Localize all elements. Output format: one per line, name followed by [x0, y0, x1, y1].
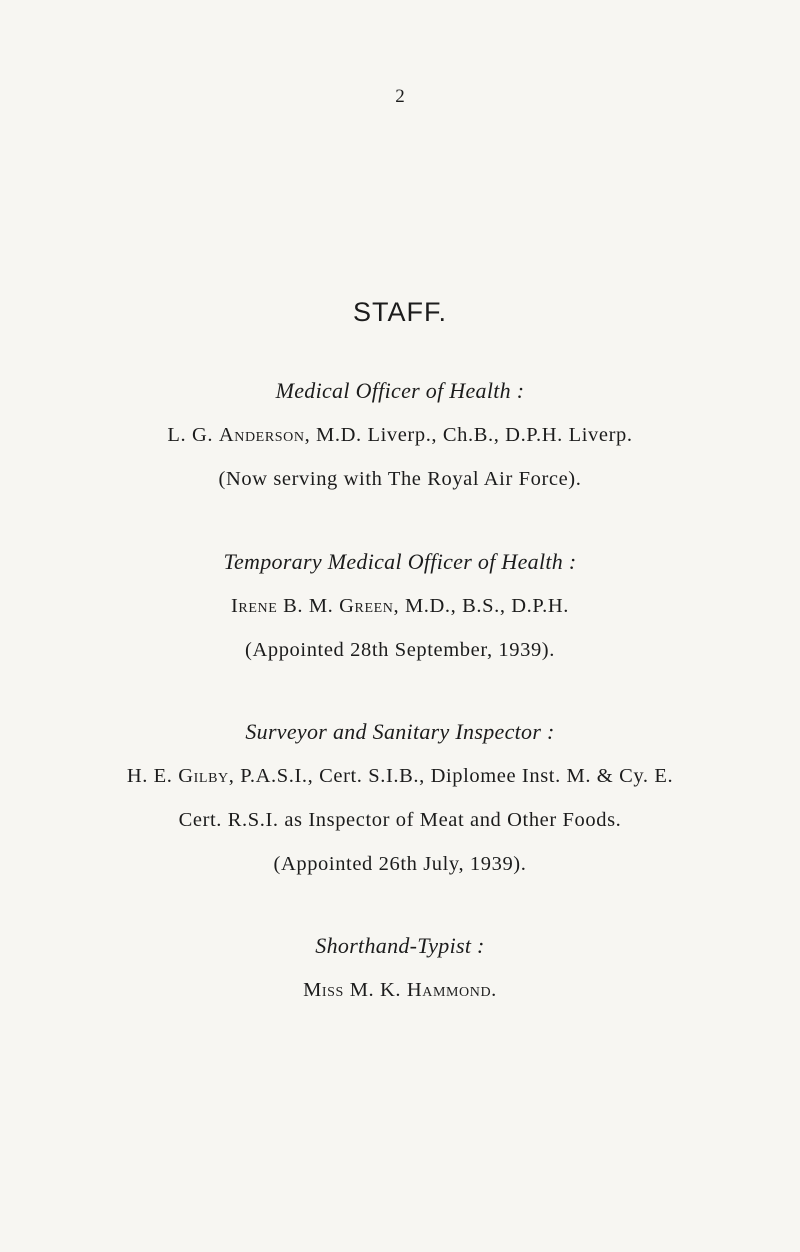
staff-note: (Now serving with The Royal Air Force). [218, 468, 582, 490]
qualifications: M.D., B.S., D.P.H. [404, 595, 569, 617]
initials: L. G. [167, 424, 214, 446]
surname: Hammond. [406, 979, 497, 1001]
staff-name-line [0, 413, 800, 457]
section-heading: Medical Officer of Health : [275, 378, 525, 403]
section-heading: Surveyor and Sanitary Inspector : [245, 719, 555, 744]
given-name: Irene [231, 595, 278, 617]
surname: Green, [339, 595, 400, 617]
staff-name-line [0, 968, 800, 1012]
qualifications: P.A.S.I., Cert. S.I.B., Diplomee Inst. M. & Cy. E. [240, 765, 674, 787]
section-heading: Temporary Medical Officer of Health : [223, 549, 577, 574]
surname: Gilby, [178, 765, 235, 787]
staff-note: (Appointed 26th July, 1939). [273, 853, 527, 875]
staff-qualifications-line: Cert. R.S.I. as Inspector of Meat and Other Foods. [178, 809, 622, 831]
surname: Anderson, [218, 424, 311, 446]
initials: B. M. [283, 595, 334, 617]
section-surveyor [0, 710, 800, 886]
section-heading: Shorthand-Typist : [315, 933, 485, 958]
staff-name-line [0, 754, 800, 798]
page-title: STAFF. [352, 297, 447, 327]
initials: H. E. [126, 765, 173, 787]
given-name: Miss [303, 979, 344, 1001]
section-shorthand-typist [0, 924, 800, 1012]
qualifications: M.D. Liverp., Ch.B., D.P.H. Liverp. [316, 424, 633, 446]
section-medical-officer [0, 369, 800, 501]
staff-name-line [0, 584, 800, 628]
page-number: 2 [395, 86, 405, 107]
section-temporary-medical-officer [0, 540, 800, 672]
staff-note: (Appointed 28th September, 1939). [245, 639, 555, 661]
initials: M. K. [349, 979, 402, 1001]
